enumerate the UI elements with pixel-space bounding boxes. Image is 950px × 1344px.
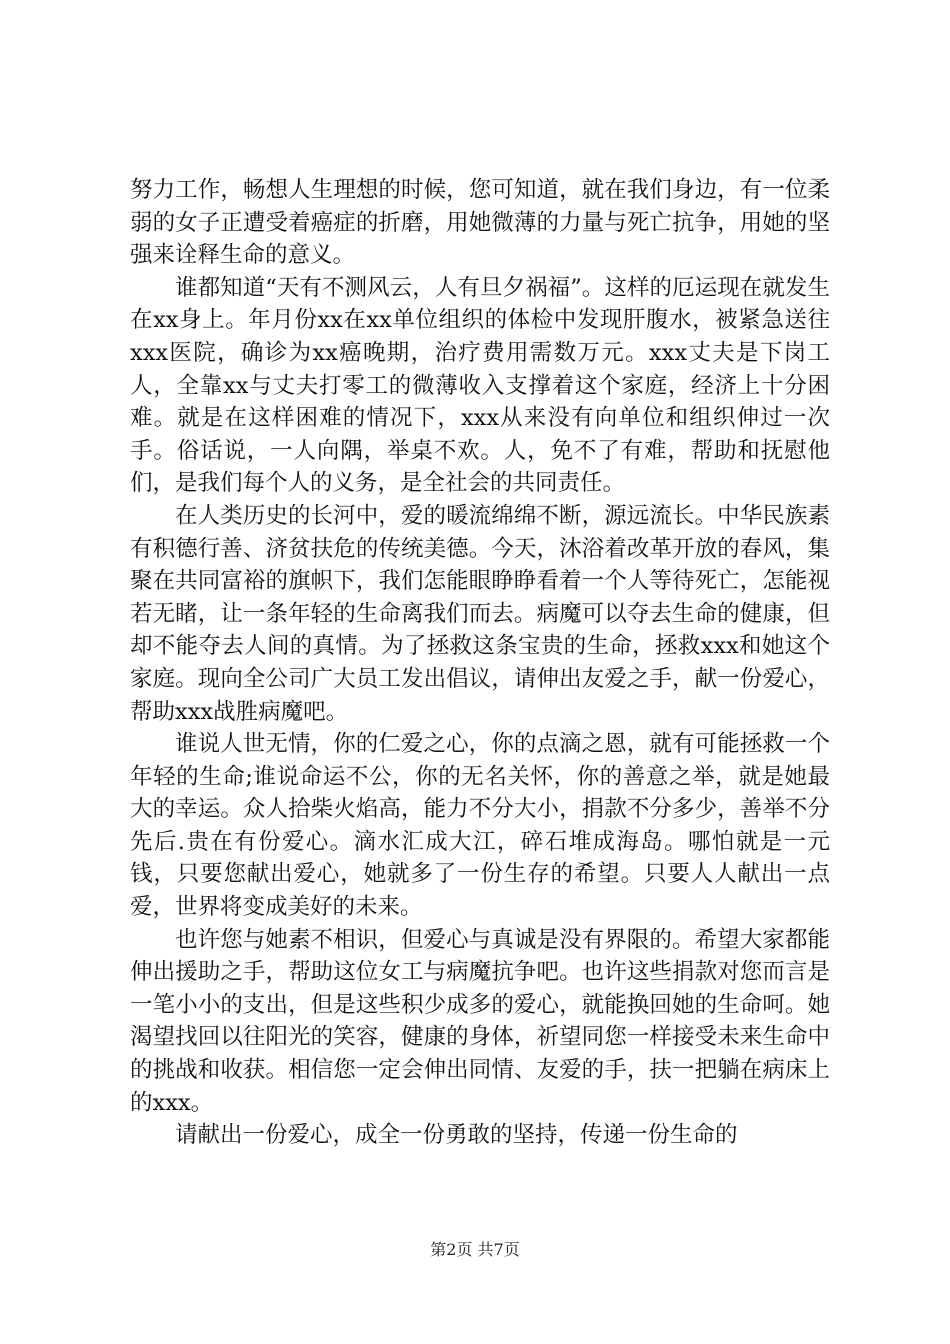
paragraph-1: 努力工作，畅想人生理想的时候，您可知道，就在我们身边，有一位柔弱的女子正遭受着癌症的折磨，用她微薄的力量与死亡抗争，用她的坚强来诠释生命的意义。 <box>130 177 830 269</box>
paragraph-6: 请献出一份爱心，成全一份勇敢的坚持，传递一份生命的 <box>175 1122 738 1149</box>
paragraph-5: 也许您与她素不相识，但爱心与真诚是没有界限的。希望大家都能伸出援助之手，帮助这位女工与病魔抗争吧。也许这些捐款对您而言是一笔小小的支出，但是这些积少成多的爱心，就能换回她的生命呵。她渴望找回以往阳光的笑容，健康的身体，祈望同您一样接受未来生命中的挑战和收获。相信您一定会伸出同情、友爱的手，扶一把躺在病床上的xxx。 <box>130 926 830 1116</box>
document-body <box>130 174 830 1152</box>
paragraph-4: 谁说人世无情，你的仁爱之心，你的点滴之恩，就有可能拯救一个年轻的生命;谁说命运不公，你的无名关怀，你的善意之举，就是她最大的幸运。众人拾柴火焰高，能力不分大小，捐款不分多少，善举不分先后.贵在有份爱心。滴水汇成大江，碎石堆成海岛。哪怕就是一元钱，只要您献出爱心，她就多了一份生存的希望。只要人人献出一点爱，世界将变成美好的未来。 <box>130 731 830 921</box>
page-footer: 第2页 共7页 <box>430 1240 520 1259</box>
paragraph-2: 谁都知道“天有不测风云，人有旦夕祸福”。这样的厄运现在就发生在xx身上。年月份xx在xx单位组织的体检中发现肝腹水，被紧急送往xxx医院，确诊为xx癌晚期，治疗费用需数万元。xxx丈夫是下岗工人，全靠xx与丈夫打零工的微薄收入支撑着这个家庭，经济上十分困难。就是在这样困难的情况下，xxx从来没有向单位和组织伸过一次手。俗话说，一人向隅，举桌不欢。人，免不了有难，帮助和抚慰他们，是我们每个人的义务，是全社会的共同责任。 <box>130 274 830 497</box>
paragraph-3: 在人类历史的长河中，爱的暖流绵绵不断，源远流长。中华民族素有积德行善、济贫扶危的传统美德。今天，沐浴着改革开放的春风，集聚在共同富裕的旗帜下，我们怎能眼睁睁看着一个人等待死亡，怎能视若无睹，让一条年轻的生命离我们而去。病魔可以夺去生命的健康，但却不能夺去人间的真情。为了拯救这条宝贵的生命，拯救xxx和她这个家庭。现向全公司广大员工发出倡议，请伸出友爱之手，献一份爱心，帮助xxx战胜病魔吧。 <box>130 502 830 725</box>
